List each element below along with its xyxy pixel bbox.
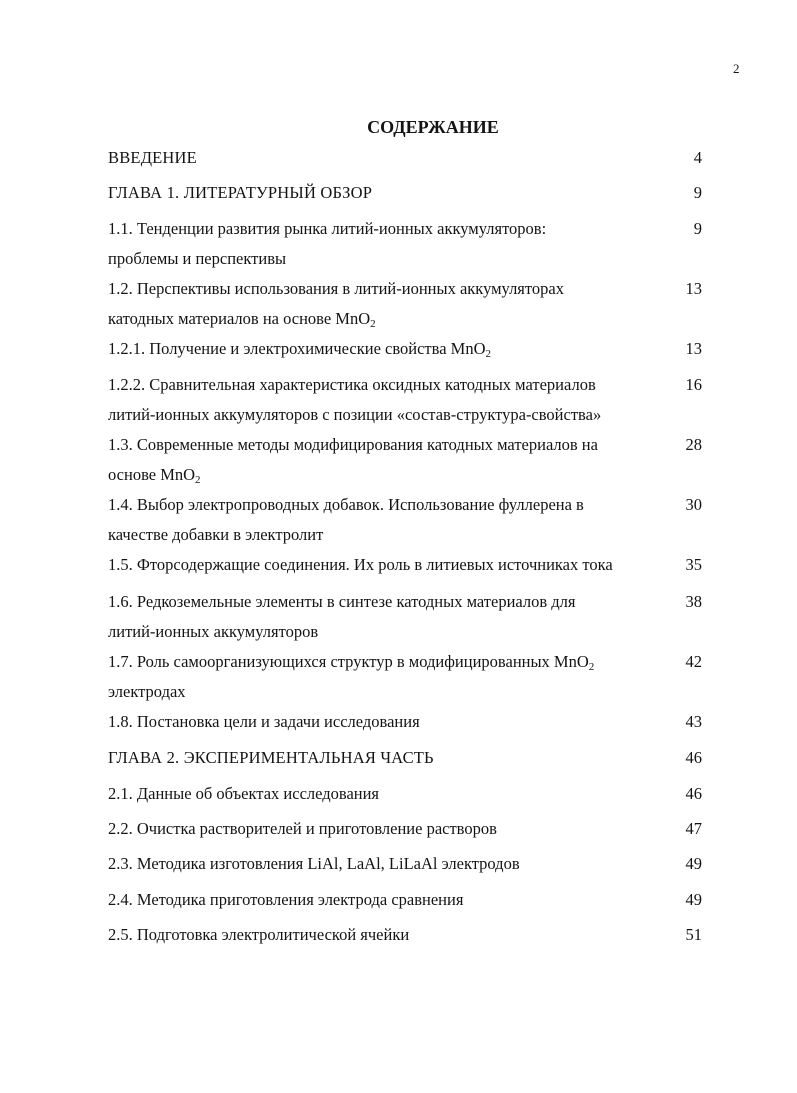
toc-entry-2-2 xyxy=(108,814,702,844)
toc-entry-introduction xyxy=(108,143,702,173)
entry-title: ГЛАВА 1. ЛИТЕРАТУРНЫЙ ОБЗОР xyxy=(108,183,373,202)
entry-title: ГЛАВА 2. ЭКСПЕРИМЕНТАЛЬНАЯ ЧАСТЬ xyxy=(108,748,434,767)
entry-title-line-2 xyxy=(108,304,668,334)
entry-page-number: 47 xyxy=(685,819,702,838)
entry-title-line-1: 1.3. Современные методы модифицирования катодных материалов на xyxy=(108,435,598,454)
entry-page-number: 30 xyxy=(685,495,702,514)
entry-title-line-1: 1.2. Перспективы использования в литий-ионных аккумуляторах xyxy=(108,279,564,298)
toc-title: СОДЕРЖАНИЕ xyxy=(367,117,499,137)
entry-page-number: 46 xyxy=(685,748,702,767)
entry-page-number: 13 xyxy=(685,339,702,358)
entry-title: 2.3. Методика изготовления LiAl, LaAl, LiLaAl электродов xyxy=(108,854,520,873)
entry-title: ВВЕДЕНИЕ xyxy=(108,148,197,167)
toc-entry-1-2-2 xyxy=(108,370,702,430)
entry-title: 2.4. Методика приготовления электрода сравнения xyxy=(108,890,464,909)
entry-title-line-1 xyxy=(108,647,668,677)
entry-page-number: 51 xyxy=(685,925,702,944)
toc-entry-1-5 xyxy=(108,550,702,580)
entry-title-line-2: литий-ионных аккумуляторов с позиции «состав-структура-свойства» xyxy=(108,405,602,424)
toc-entry-2-3 xyxy=(108,849,702,879)
entry-page-number: 9 xyxy=(693,219,702,238)
entry-title-line-2: качестве добавки в электролит xyxy=(108,525,324,544)
entry-page-number: 13 xyxy=(685,279,702,298)
entry-title-line-1 xyxy=(108,334,668,364)
entry-page-number: 28 xyxy=(685,435,702,454)
toc-entry-1-2-1 xyxy=(108,334,702,364)
entry-page-number: 49 xyxy=(685,890,702,909)
subscript: 2 xyxy=(588,661,595,673)
entry-title-line-2: литий-ионных аккумуляторов xyxy=(108,622,319,641)
entry-page-number: 16 xyxy=(685,375,702,394)
toc-entry-1-1 xyxy=(108,214,702,274)
entry-page-number: 4 xyxy=(693,148,702,167)
entry-page-number: 42 xyxy=(685,652,702,671)
entry-title: 1.5. Фторсодержащие соединения. Их роль в литиевых источниках тока xyxy=(108,555,613,574)
toc-entry-1-6 xyxy=(108,587,702,647)
entry-title-line-1: 1.1. Тенденции развития рынка литий-ионных аккумуляторов: xyxy=(108,219,547,238)
entry-page-number: 43 xyxy=(685,712,702,731)
entry-page-number: 46 xyxy=(685,784,702,803)
entry-title-line-1: 1.6. Редкоземельные элементы в синтезе катодных материалов для xyxy=(108,592,576,611)
toc-entry-2-1 xyxy=(108,779,702,809)
entry-title-line-1: 1.2.2. Сравнительная характеристика оксидных катодных материалов xyxy=(108,375,596,394)
toc-entry-1-2 xyxy=(108,274,702,334)
entry-title-line-2: электродах xyxy=(108,682,186,701)
entry-title-line-2 xyxy=(108,460,668,490)
subscript: 2 xyxy=(485,348,491,360)
page-number: 2 xyxy=(733,61,740,76)
entry-title: 2.2. Очистка растворителей и приготовление растворов xyxy=(108,819,497,838)
entry-title-text: 1.7. Роль самоорганизующихся структур в модифицированных MnO xyxy=(108,652,589,671)
toc-entry-1-7 xyxy=(108,647,702,707)
entry-title: 2.5. Подготовка электролитической ячейки xyxy=(108,925,410,944)
toc-entry-1-4 xyxy=(108,490,702,550)
entry-title-line-2-text: катодных материалов на основе MnO xyxy=(108,309,371,328)
subscript: 2 xyxy=(370,318,376,330)
entry-title-line-2: проблемы и перспективы xyxy=(108,249,287,268)
entry-title-line-1: 1.4. Выбор электропроводных добавок. Использование фуллерена в xyxy=(108,495,584,514)
subscript: 2 xyxy=(195,474,201,486)
entry-title: 2.1. Данные об объектах исследования xyxy=(108,784,380,803)
entry-title-text: 1.2.1. Получение и электрохимические свойства MnO xyxy=(108,339,486,358)
entry-title: 1.8. Постановка цели и задачи исследования xyxy=(108,712,420,731)
entry-page-number: 38 xyxy=(685,592,702,611)
toc-entry-2-5 xyxy=(108,920,702,950)
entry-page-number: 35 xyxy=(685,555,702,574)
entry-page-number: 9 xyxy=(693,183,702,202)
toc-entry-2-4 xyxy=(108,885,702,915)
toc-entry-1-8 xyxy=(108,707,702,737)
toc-entry-chapter-2 xyxy=(108,743,702,773)
toc-entry-chapter-1 xyxy=(108,178,702,208)
entry-title-line-2-text: основе MnO xyxy=(108,465,196,484)
entry-page-number: 49 xyxy=(685,854,702,873)
toc-entry-1-3 xyxy=(108,430,702,490)
